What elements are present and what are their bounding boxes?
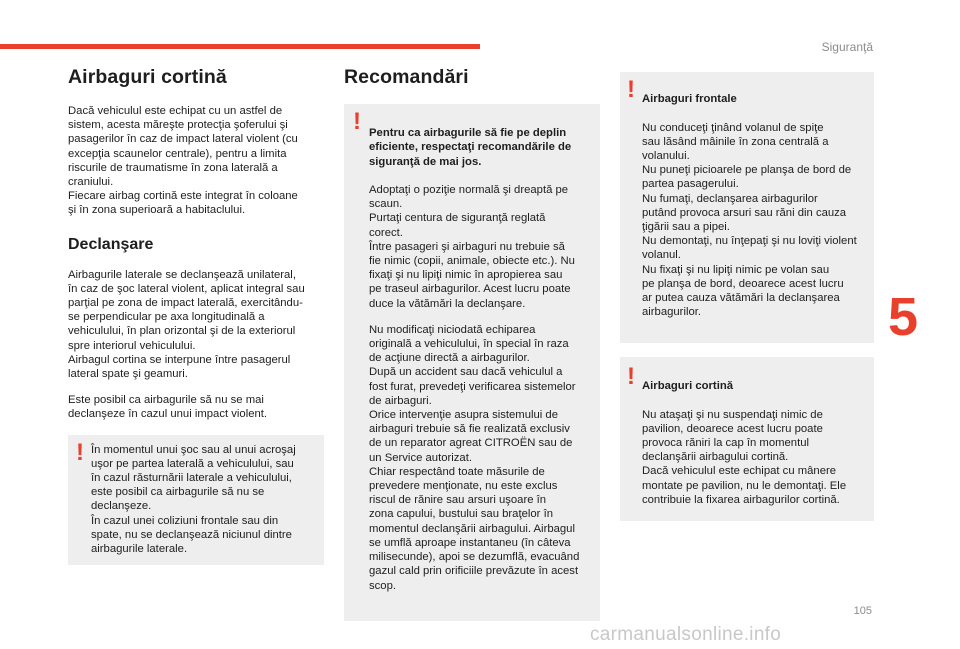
left-column <box>68 66 324 565</box>
front-airbags-warning-box <box>620 72 874 343</box>
middle-column <box>344 66 600 621</box>
recommendations-lead: Pentru ca airbagurile să fie pe deplin eficiente, respectaţi recomandările de siguranţă de mai jos. <box>369 127 572 168</box>
deployment-warning-box <box>68 435 324 566</box>
front-airbags-title: Airbaguri frontale <box>642 93 737 106</box>
curtain-airbags-warning-box <box>620 357 874 521</box>
page-number: 105 <box>853 605 872 617</box>
deployment-text: Airbagurile laterale se declanşează unilateral, în caz de şoc lateral violent, aplicat integral sau parţial pe zona de impact laterală, exercitându- se perpendicular pe axa longitudinală a vehiculului, în plan orizontal şi de la exteriorul spre interiorul vehiculului. Airbagul cortina se interpune între pasagerul lateral spate şi geamuri. <box>68 268 305 381</box>
recommendations-heading: Recomandări <box>344 66 469 88</box>
recommendations-text-1: Adoptaţi o poziţie normală şi dreaptă pe scaun. Purtaţi centura de siguranţă reglată corect. Între pasageri şi airbaguri nu trebuie să fie nimic (copii, animale, obiecte etc.). Nu fixaţi şi nu lipiţi nimic în apropierea sau pe traseul airbagurilor. Acest lucru poate duce la vătămări la declanşare. <box>369 184 575 310</box>
watermark: carmanualsonline.info <box>590 624 782 645</box>
exclamation-icon: ! <box>76 438 84 466</box>
recommendations-warning-box <box>344 104 600 621</box>
recommendations-text-2: Nu modificaţi niciodată echiparea originală a vehiculului, în special în raza de acţiune directă a airbagurilor. După un accident sau dacă vehiculul a fost furat, prevedeţi verificarea sistemelor de airbaguri. Orice intervenţie asupra sistemului de airbaguri trebuie să fie realizată exclusiv de un reparator agreat CITROËN sau de un Service autorizat. Chiar respectând toate măsurile de prevedere menţionate, nu este exclus riscul de rănire sau arsuri uşoare în zona capului, bustului sau braţelor în momentul declanşării airbagului. Airbagul se umflă aproape instantaneu (în câteva milisecunde), apoi se dezumflă, evacuând gazul cald prin orificiile prevăzute în acest scop. <box>369 323 580 592</box>
curtain-airbags-title: Airbaguri cortină <box>642 380 734 393</box>
deployment-warning-text: În momentul unui şoc sau al unui acroşaj uşor pe partea laterală a vehiculului, sau în cazul răsturnării laterale a vehiculului, este posibil ca airbagurile să nu se declanşeze. În cazul unei coliziuni frontale sau din spate, nu se declanşează niciunul dintre airbagurile laterale. <box>91 443 296 556</box>
exclamation-icon: ! <box>627 363 635 390</box>
exclamation-icon: ! <box>353 108 361 135</box>
exclamation-icon: ! <box>627 76 635 103</box>
deployment-note: Este posibil ca airbagurile să nu se mai declanşeze în cazul unui impact violent. <box>68 394 268 421</box>
right-column <box>620 72 874 521</box>
header-accent-bar <box>0 44 480 49</box>
curtain-intro-text: Dacă vehiculul este echipat cu un astfel de sistem, acesta măreşte protecţia şoferului şi pasagerilor în caz de impact lateral violent (cu excepţia scaunelor centrale), pentru a limita riscurile de traumatisme în zona laterală a craniului. Fiecare airbag cortină este integrat în coloane şi în zona superioară a habitaclului. <box>68 105 298 217</box>
front-airbags-text: Nu conduceţi ţinând volanul de spiţe sau lăsând mâinile în zona centrală a volanului. Nu puneţi picioarele pe planşa de bord de partea pasagerului. Nu fumaţi, declanşarea airbagurilor putând provoca arsuri sau răni din cauza ţigării sau a pipei. Nu demontaţi, nu înţepaţi şi nu loviţi violent volanul. Nu fixaţi şi nu lipiţi nimic pe volan sau pe planşa de bord, deoarece acest lucru ar putea cauza vătămări la declanşarea airbagurilor. <box>642 121 857 319</box>
chapter-number: 5 <box>888 287 919 347</box>
deployment-heading: Declanşare <box>68 235 154 253</box>
section-label: Siguranţă <box>821 40 873 54</box>
curtain-airbags-text: Nu ataşaţi şi nu suspendaţi nimic de pavilion, deoarece acest lucru poate provoca răniri la cap în momentul declanşării airbagului cortină. Dacă vehiculul este echipat cu mânere montate pe pavilion, nu le demontaţi. Ele contribuie la fixarea airbagurilor cortină. <box>642 408 847 506</box>
curtain-airbags-heading: Airbaguri cortină <box>68 66 227 88</box>
